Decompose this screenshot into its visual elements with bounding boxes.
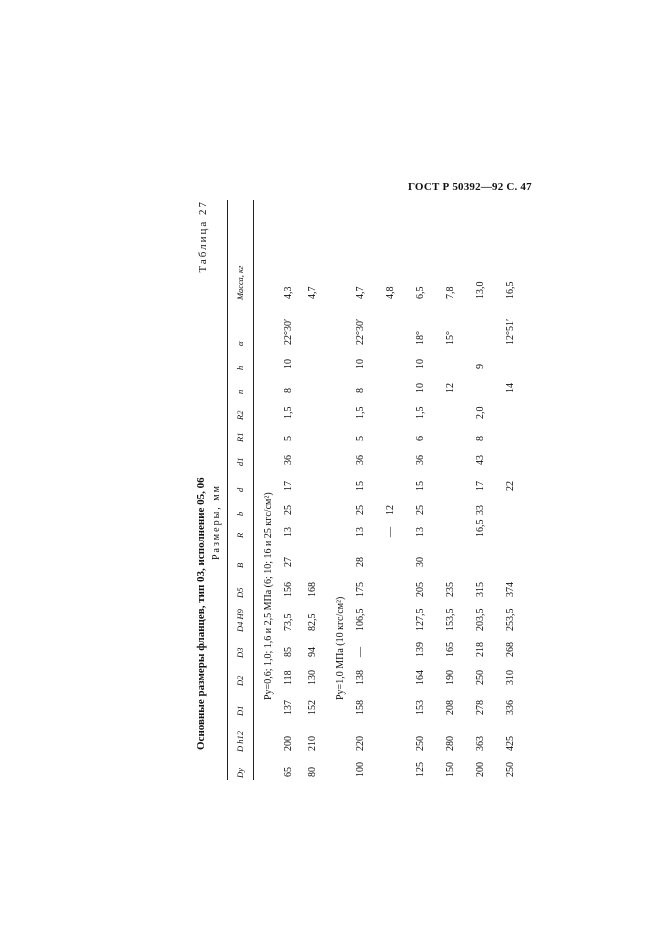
column-header: Масса, кг bbox=[235, 265, 245, 300]
table-cell: 1,5 bbox=[283, 406, 294, 419]
table-cell: 82,5 bbox=[307, 613, 318, 631]
table-cell: 10 bbox=[415, 359, 426, 369]
table-cell: 36 bbox=[355, 455, 366, 465]
column-header: n bbox=[235, 389, 245, 394]
table-cell: 158 bbox=[355, 700, 366, 715]
table-cell: 5 bbox=[355, 436, 366, 441]
table-cell: 425 bbox=[505, 736, 516, 751]
table-cell: 118 bbox=[283, 670, 294, 685]
column-header: h bbox=[235, 365, 245, 370]
table-cell: 17 bbox=[283, 481, 294, 491]
table-cell: 10 bbox=[355, 359, 366, 369]
table-cell: 138 bbox=[355, 670, 366, 685]
table-cell: 165 bbox=[445, 642, 456, 657]
table-cell: 156 bbox=[283, 582, 294, 597]
column-header: D h12 bbox=[235, 730, 245, 752]
column-header: R2 bbox=[235, 410, 245, 420]
table-cell: 210 bbox=[307, 736, 318, 751]
table-cell: 14 bbox=[505, 383, 516, 393]
table-cell: 4,7 bbox=[307, 286, 318, 299]
table-cell: 12 bbox=[385, 505, 396, 515]
table-cell: 363 bbox=[475, 736, 486, 751]
table-cell: 253,5 bbox=[505, 608, 516, 631]
table-cell: 4,8 bbox=[385, 286, 396, 299]
table-rotated bbox=[195, 200, 545, 780]
table-cell: 6,5 bbox=[415, 286, 426, 299]
column-header: Dy bbox=[235, 768, 245, 778]
table-cell: 278 bbox=[475, 700, 486, 715]
table-cell: 8 bbox=[355, 388, 366, 393]
table-cell: 200 bbox=[283, 736, 294, 751]
table-cell: 8 bbox=[283, 388, 294, 393]
table-cell: 200 bbox=[475, 762, 486, 777]
table-cell: 25 bbox=[355, 505, 366, 515]
table-cell: 30 bbox=[415, 557, 426, 567]
column-header: D3 bbox=[235, 647, 245, 658]
table-cell: 190 bbox=[445, 670, 456, 685]
table-cell: 15° bbox=[445, 331, 456, 345]
column-header: R bbox=[235, 532, 245, 538]
table-cell: 65 bbox=[283, 767, 294, 777]
table-cell: 4,3 bbox=[283, 286, 294, 299]
table-cell: 125 bbox=[415, 762, 426, 777]
table-cell: 13 bbox=[283, 527, 294, 537]
table-cell: — bbox=[355, 647, 366, 657]
table-label: Таблица 27 bbox=[197, 200, 209, 273]
table-cell: 8 bbox=[475, 436, 486, 441]
table-cell: 235 bbox=[445, 582, 456, 597]
column-header: d1 bbox=[235, 457, 245, 466]
table-cell: — bbox=[385, 527, 396, 537]
section-label-2: Py=1,0 МПа (10 кгс/см²) bbox=[335, 596, 346, 700]
table-cell: 22 bbox=[505, 481, 516, 491]
table-cell: 220 bbox=[355, 736, 366, 751]
table-cell: 80 bbox=[307, 767, 318, 777]
table-cell: 4,7 bbox=[355, 286, 366, 299]
table-cell: 175 bbox=[355, 582, 366, 597]
table-cell: 208 bbox=[445, 700, 456, 715]
table-cell: 85 bbox=[283, 647, 294, 657]
table-cell: 310 bbox=[505, 670, 516, 685]
column-header: b bbox=[235, 511, 245, 516]
column-header: D1 bbox=[235, 705, 245, 716]
table-cell: 168 bbox=[307, 582, 318, 597]
table-cell: 10 bbox=[415, 383, 426, 393]
table-cell: 13 bbox=[355, 527, 366, 537]
table-cell: 17 bbox=[475, 481, 486, 491]
column-header: D4 H9 bbox=[235, 609, 245, 632]
table-cell: 25 bbox=[415, 505, 426, 515]
table-cell: 139 bbox=[415, 642, 426, 657]
table-cell: 153 bbox=[415, 700, 426, 715]
table-cell: 336 bbox=[505, 700, 516, 715]
table-cell: 374 bbox=[505, 582, 516, 597]
table-cell: 10 bbox=[283, 359, 294, 369]
table-cell: 33 bbox=[475, 505, 486, 515]
table-cell: 25 bbox=[283, 505, 294, 515]
table-cell: 13 bbox=[415, 527, 426, 537]
table-cell: 16,5 bbox=[505, 281, 516, 299]
table-cell: 28 bbox=[355, 557, 366, 567]
table-cell: 130 bbox=[307, 670, 318, 685]
table-cell: 153,5 bbox=[445, 608, 456, 631]
table-cell: 106,5 bbox=[355, 608, 366, 631]
table-cell: 12°51′ bbox=[505, 318, 516, 345]
table-cell: 280 bbox=[445, 736, 456, 751]
table-cell: 94 bbox=[307, 647, 318, 657]
table-cell: 36 bbox=[283, 455, 294, 465]
table-cell: 12 bbox=[445, 383, 456, 393]
table-title: Основные размеры фланцев, тип 03, исполнение 05, 06 bbox=[195, 477, 207, 750]
page-header: ГОСТ Р 50392—92 С. 47 bbox=[408, 181, 532, 193]
table-cell: 15 bbox=[415, 481, 426, 491]
table-cell: 250 bbox=[505, 762, 516, 777]
table-cell: 7,8 bbox=[445, 286, 456, 299]
table-cell: 18° bbox=[415, 331, 426, 345]
table-cell: 250 bbox=[475, 670, 486, 685]
section-label-1: Py=0,6; 1,0; 1,6 и 2,5 МПа (6; 10; 16 и 25 кгс/см²) bbox=[263, 492, 274, 700]
table-cell: 250 bbox=[415, 736, 426, 751]
column-header: R1 bbox=[235, 432, 245, 442]
table-cell: 203,5 bbox=[475, 608, 486, 631]
column-header: d bbox=[235, 487, 245, 492]
table-cell: 164 bbox=[415, 670, 426, 685]
table-cell: 22°30′ bbox=[283, 318, 294, 345]
table-cell: 15 bbox=[355, 481, 366, 491]
column-header: α bbox=[235, 341, 245, 346]
table-cell: 218 bbox=[475, 642, 486, 657]
table-cell: 315 bbox=[475, 582, 486, 597]
table-cell: 1,5 bbox=[415, 406, 426, 419]
column-header: B bbox=[235, 562, 245, 568]
column-header: D5 bbox=[235, 587, 245, 598]
table-cell: 5 bbox=[283, 436, 294, 441]
table-cell: 27 bbox=[283, 557, 294, 567]
table-cell: 127,5 bbox=[415, 608, 426, 631]
table-cell: 22°30′ bbox=[355, 318, 366, 345]
table-cell: 16,5 bbox=[475, 519, 486, 537]
table-cell: 2,0 bbox=[475, 406, 486, 419]
table-cell: 1,5 bbox=[355, 406, 366, 419]
table-cell: 152 bbox=[307, 700, 318, 715]
column-header: D2 bbox=[235, 675, 245, 686]
table-cell: 137 bbox=[283, 700, 294, 715]
table-cell: 150 bbox=[445, 762, 456, 777]
table-cell: 9 bbox=[475, 364, 486, 369]
table-cell: 100 bbox=[355, 762, 366, 777]
table-cell: 6 bbox=[415, 436, 426, 441]
table-cell: 73,5 bbox=[283, 613, 294, 631]
table-cell: 43 bbox=[475, 455, 486, 465]
table-cell: 36 bbox=[415, 455, 426, 465]
table-subtitle: Размеры, мм bbox=[211, 484, 222, 560]
table-cell: 268 bbox=[505, 642, 516, 657]
table-cell: 205 bbox=[415, 582, 426, 597]
table-cell: 13,0 bbox=[475, 281, 486, 299]
